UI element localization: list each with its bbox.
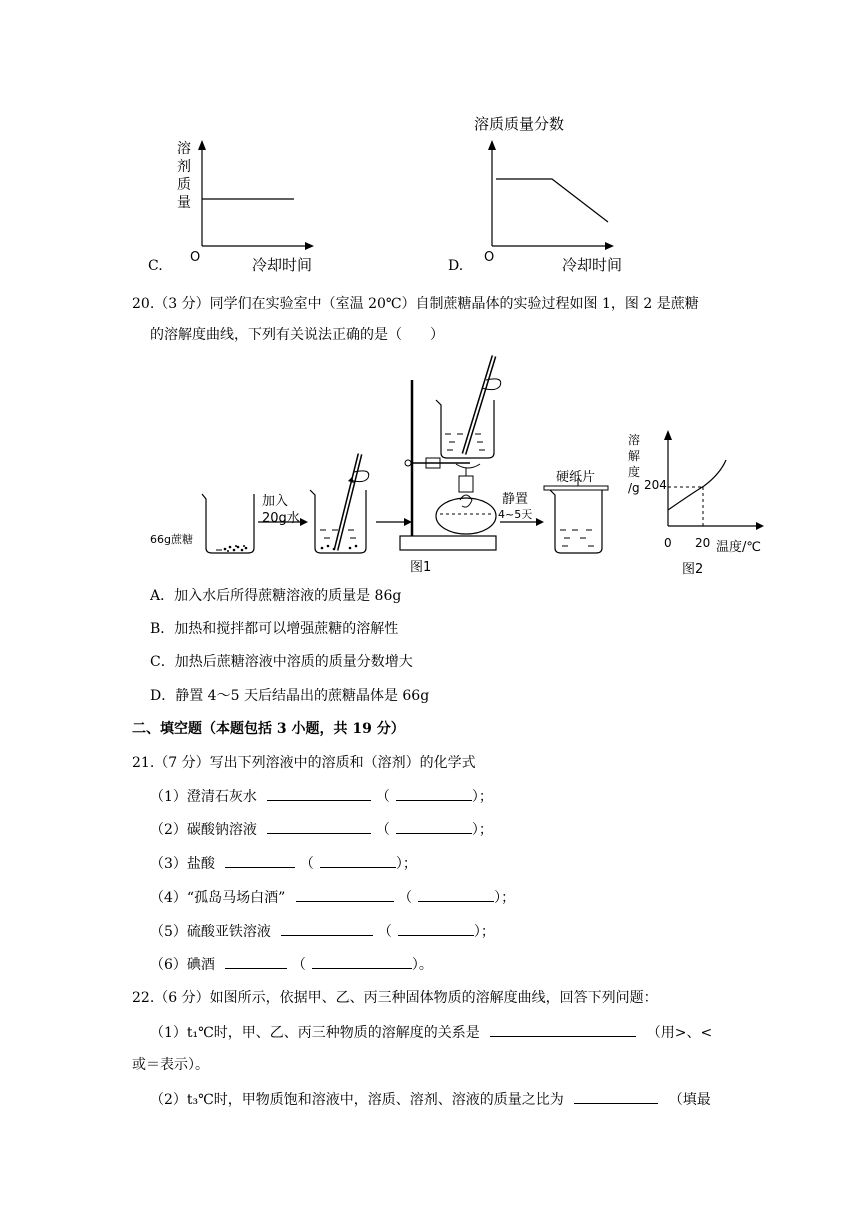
fig2-ylabel-char: /g (628, 481, 640, 495)
graph-d-ylabel: 溶质质量分数 (474, 115, 565, 133)
fig1-caption: 图1 (410, 560, 432, 575)
fig2-ylabel (628, 432, 640, 496)
q22-part2-prefix: （2）t₃℃时，甲物质饱和溶液中，溶质、溶剂、溶液的质量之比为 (150, 1092, 564, 1108)
fig2-y-value: 204 (644, 478, 667, 492)
q21-item-label: （4）“孤岛马场白酒” (150, 890, 286, 906)
figure-1 (150, 350, 630, 580)
q22-part2-blank[interactable] (574, 1089, 658, 1104)
q22-part2 (150, 1089, 711, 1110)
solvent-blank[interactable] (398, 921, 474, 936)
q22-part1-line2: 或＝表示）。 (132, 1057, 209, 1073)
graph-c-ylabel-char: 量 (177, 195, 191, 211)
solute-blank[interactable] (267, 819, 371, 834)
solute-blank[interactable] (225, 954, 287, 969)
q21-item-4: （4）“孤岛马场白酒” （ ）； (150, 887, 515, 908)
q21-item-label: （3）盐酸 (150, 856, 215, 872)
fig2-caption: 图2 (682, 562, 704, 577)
graph-d-xlabel: 冷却时间 (562, 256, 623, 274)
graph-d-origin: O (484, 250, 495, 265)
q22-part2-suffix: （填最 (668, 1092, 711, 1108)
q20-option-c: C．加热后蔗糖溶液中溶质的质量分数增大 (150, 654, 413, 670)
q22-part1 (150, 1022, 712, 1043)
q20-option-d: D．静置 4～5 天后结晶出的蔗糖晶体是 66g (150, 688, 430, 704)
fig2-ylabel-char: 度 (628, 465, 641, 479)
fig1-days-label: 4~5天 (498, 508, 533, 521)
solute-blank[interactable] (296, 887, 394, 902)
solute-blank[interactable] (281, 921, 373, 936)
q22-part1-suffix: （用>、< (646, 1025, 713, 1041)
q22-part1-prefix: （1）t₁℃时，甲、乙、丙三种物质的溶解度的关系是 (150, 1025, 480, 1041)
solvent-blank[interactable] (396, 786, 472, 801)
q21-item-6: （6）碘酒 （ ）。 (150, 954, 433, 975)
q20-option-b: B．加热和搅拌都可以增强蔗糖的溶解性 (150, 621, 399, 637)
solute-blank[interactable] (225, 853, 295, 868)
graph-c-ylabel-char: 溶 (177, 141, 191, 157)
fig2-ylabel-char: 解 (628, 449, 641, 463)
q20-stem-line2: 的溶解度曲线，下列有关说法正确的是（ ） (150, 327, 444, 343)
solvent-blank[interactable] (320, 853, 396, 868)
q22-stem: 22.（6 分）如图所示，依据甲、乙、丙三种固体物质的溶解度曲线，回答下列问题： (132, 990, 658, 1006)
graph-d-letter: D. (448, 258, 464, 274)
fig1-add-label: 加入 (262, 494, 289, 509)
fig2-x-value: 20 (695, 536, 711, 550)
q21-item-5: （5）硫酸亚铁溶液 （ ）； (150, 921, 495, 942)
fig2-x-zero: 0 (664, 536, 672, 550)
q21-item-1: （1）澄清石灰水 （ ）； (150, 786, 493, 807)
fig1-cardboard-label: 硬纸片 (556, 470, 596, 485)
q22-part1-blank[interactable] (490, 1022, 636, 1037)
q21-item-2: （2）碳酸钠溶液 （ ）； (150, 819, 493, 840)
fig1-sugar-label: 66g蔗糖 (150, 533, 193, 546)
graph-c-origin: O (190, 250, 201, 265)
graph-c-ylabel-char: 质 (177, 177, 191, 193)
fig2-xlabel: 温度/℃ (716, 540, 761, 555)
q21-item-3: （3）盐酸 （ ）； (150, 853, 417, 874)
graph-c-ylabel (176, 140, 192, 212)
fig1-water-label: 20g水 (262, 511, 300, 526)
q21-stem: 21.（7 分）写出下列溶液中的溶质和（溶剂）的化学式 (132, 755, 476, 771)
solvent-blank[interactable] (312, 954, 412, 969)
fig2-ylabel-char: 溶 (628, 433, 641, 447)
solvent-blank[interactable] (418, 887, 494, 902)
section2-title: 二、填空题（本题包括 3 小题，共 19 分） (132, 721, 405, 737)
q21-item-label: （2）碳酸钠溶液 (150, 822, 257, 838)
q20-option-a: A．加入水后所得蔗糖溶液的质量是 86g (150, 588, 402, 604)
graph-c-ylabel-char: 剂 (177, 159, 191, 175)
graph-c-xlabel: 冷却时间 (252, 256, 313, 274)
solute-blank[interactable] (267, 786, 371, 801)
q21-item-label: （5）硫酸亚铁溶液 (150, 924, 271, 940)
graph-c-letter: C. (148, 258, 163, 274)
fig1-rest-label: 静置 (502, 492, 529, 507)
q21-item-label: （6）碘酒 (150, 957, 215, 973)
solvent-blank[interactable] (396, 819, 472, 834)
q21-item-label: （1）澄清石灰水 (150, 789, 257, 805)
q20-stem-line1: 20.（3 分）同学们在实验室中（室温 20℃）自制蔗糖晶体的实验过程如图 1，图 2 是蔗糖 (132, 296, 699, 312)
